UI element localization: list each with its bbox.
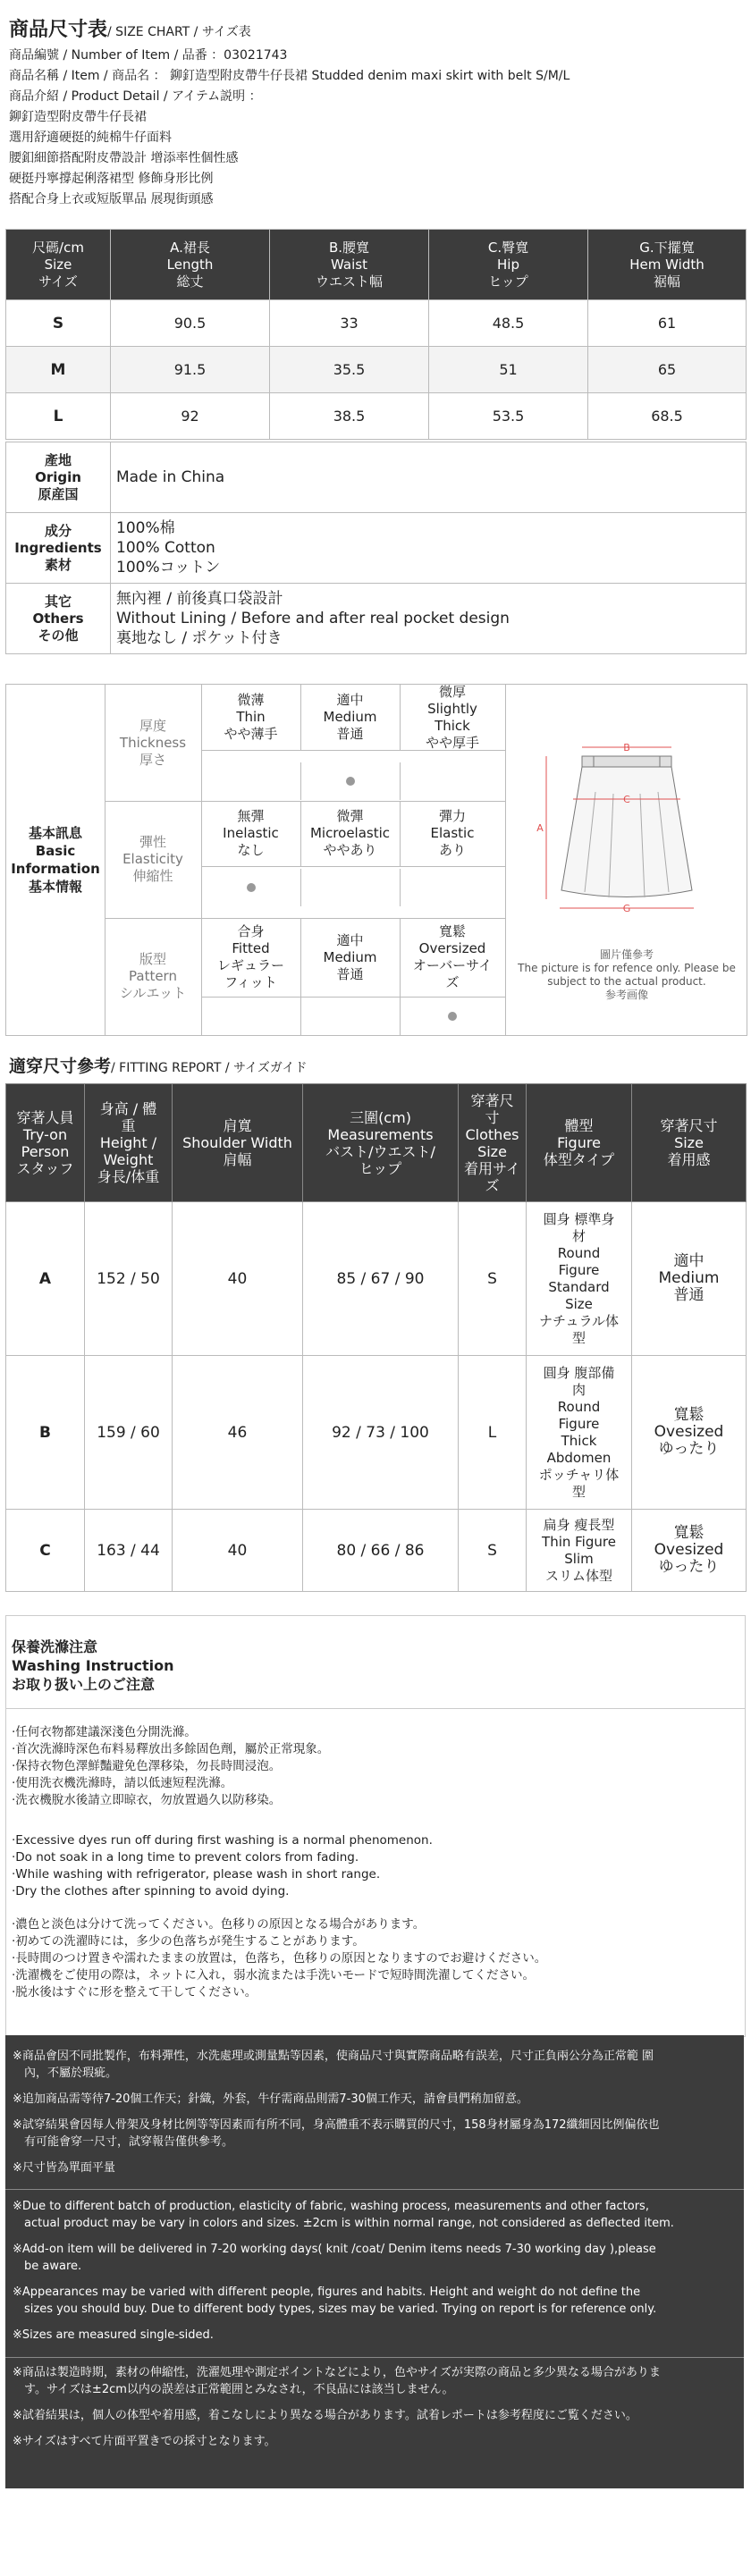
thickness-option-thin: 微薄 Thin やや薄手 (201, 685, 301, 751)
table-cell: 48.5 (429, 300, 588, 347)
clothes-size-column-header: 穿著尺 寸 Clothes Size 着用サイズ (459, 1084, 527, 1202)
washing-zh: ‧任何衣物都建議深淺色分開洗滌。 ‧首次洗滌時深色布料易釋放出多餘固色劑，屬於正常現象。 ‧保持衣物色澤鮮豔避免色澤移染，勿長時間浸泡。 ‧使用洗衣機洗滌時，請以低速短程洗滌。 ‧洗衣機脫水後請立即晾衣，勿放置過久以防移染。 (12, 1725, 330, 1807)
page-title-sub: / SIZE CHART / サイズ表 (107, 25, 251, 39)
table-cell: 92 / 73 / 100 (303, 1356, 459, 1510)
dot-cell (300, 869, 401, 906)
table-cell: 51 (429, 347, 588, 393)
fit-feel-cell: 寬鬆 Ovesized ゆったり (632, 1356, 747, 1510)
measurements-column-header: 三圍(cm) Measurements バスト/ウエスト/ ヒップ (303, 1084, 459, 1202)
table-cell: 91.5 (111, 347, 270, 393)
table-cell: 152 / 50 (85, 1202, 173, 1356)
height-weight-column-header: 身高 / 體 重 Height / Weight 身長/体重 (85, 1084, 173, 1202)
divider (6, 1708, 745, 1709)
table-cell: 159 / 60 (85, 1356, 173, 1510)
table-cell: S (459, 1202, 527, 1356)
others-label: 其它 Others その他 (6, 584, 111, 654)
pattern-option-oversized: 寬鬆 Oversized オーバーサイ ズ (400, 918, 505, 998)
dot-cell (201, 762, 301, 800)
fitting-title-sub: / FITTING REPORT / サイズガイド (111, 1061, 308, 1075)
item-name: 商品名稱 / Item / 商品名 ： 鉚釘造型附皮帶牛仔長裙 Studded denim maxi skirt with belt S/M/L (9, 69, 570, 83)
shoulder-column-header: 肩寬 Shoulder Width 肩幅 (173, 1084, 303, 1202)
origin-value: Made in China (111, 442, 747, 513)
thickness-group (105, 685, 505, 802)
detail-line: 腰釦細節搭配附皮帶設計 增添率性個性感 (9, 151, 239, 165)
elasticity-option-elastic: 彈力 Elastic あり (400, 801, 505, 867)
person-column-header: 穿著人員 Try-on Person スタッフ (6, 1084, 85, 1202)
diagram-letter-b: B (623, 742, 630, 753)
table-cell: 40 (173, 1510, 303, 1592)
fitting-title: 適穿尺寸參考/ FITTING REPORT / サイズガイド (9, 1056, 308, 1076)
person-cell: A (6, 1202, 85, 1356)
dot-cell (201, 869, 301, 906)
origin-label: 產地 Origin 原産国 (6, 442, 111, 513)
table-row (6, 1510, 747, 1592)
notes-zh: ※商品會因不同批製作，布料彈性，水洗處理或測量點等因素，使商品尺寸與實際商品略有誤差，尺寸正負兩公分為正常範 圍 內，不屬於瑕疵。 ※追加商品需等待7-20個工作天；針織，外套，牛仔需商品則需7-30個工作天，請會員們稍加留意。 ※試穿結果會因每人骨架及身材比例等等因素而有所不同，身高體重不表示購買的尺寸，158身材屬身為172纖細因比例偏依也 有可能會穿一尺寸，試穿報告僅供參考。 ※尺寸皆為單面平量 (13, 2050, 660, 2175)
basic-info-panel (5, 684, 747, 1036)
table-cell: 85 / 67 / 90 (303, 1202, 459, 1356)
detail-line: 選用舒適硬挺的純棉牛仔面料 (9, 130, 172, 145)
hip-column-header: C.臀寬 Hip ヒップ (429, 230, 588, 300)
table-cell: S (459, 1510, 527, 1592)
diagram-letter-c: C (623, 794, 630, 805)
others-value: 無內裡 / 前後真口袋設計 Without Lining / Before and after real pocket design 裏地なし / ポケット付き (111, 584, 747, 654)
table-cell: L (459, 1356, 527, 1510)
length-column-header: A.裙長 Length 総丈 (111, 230, 270, 300)
fitting-table (5, 1083, 747, 1592)
divider (5, 2189, 744, 2190)
product-info-table (5, 442, 747, 654)
waist-column-header: B.腰寬 Waist ウエスト幅 (270, 230, 429, 300)
elasticity-label: 彈性 Elasticity 伸縮性 (105, 801, 202, 918)
diagram-letter-g: G (622, 903, 631, 914)
size-column-header: 尺碼/cm Size サイズ (6, 230, 111, 300)
table-cell: 92 (111, 393, 270, 440)
table-cell: 53.5 (429, 393, 588, 440)
pattern-group (105, 918, 505, 1035)
dot-cell (201, 998, 301, 1035)
figure-cell: 扁身 瘦長型 Thin Figure Slim スリム体型 (527, 1510, 632, 1592)
pattern-option-fitted: 合身 Fitted レギュラー フィット (201, 918, 301, 998)
elasticity-group (105, 801, 505, 919)
divider (5, 2357, 744, 2358)
product-detail-label: 商品介紹 / Product Detail / アイテム説明 ： (9, 89, 262, 104)
selected-dot (346, 777, 355, 786)
table-row (6, 347, 747, 393)
selected-dot (448, 1012, 457, 1021)
size-cell: M (6, 347, 111, 393)
table-cell: 68.5 (588, 393, 747, 440)
thickness-option-medium: 適中 Medium 普通 (300, 685, 401, 751)
table-row (6, 300, 747, 347)
pattern-option-medium: 適中 Medium 普通 (300, 918, 401, 998)
figure-column-header: 體型 Figure 体型タイプ (527, 1084, 632, 1202)
washing-section (5, 1615, 746, 2037)
notes-en: ※Due to different batch of production, elasticity of fabric, washing process, measurements and other factors, actual product may be vary in colors and sizes. ±2cm is within normal range, not considered as deflected item. ※Add-on item will be delivered in 7-20 working days( knit /coat/ Denim items needs 7-30 working day ),please be aware. ※Appearances may be varied with different people, figures and habits. Height and weight do not define the sizes you should buy. Due to different body types, sizes may be varied. Trying on report is for reference only. ※Sizes are measured single-sided. (13, 2200, 674, 2342)
elasticity-option-inelastic: 無彈 Inelastic なし (201, 801, 301, 867)
item-number: 商品編號 / Number of Item / 品番 ：03021743 (9, 48, 288, 63)
fit-feel-column-header: 穿著尺寸 Size 着用感 (632, 1084, 747, 1202)
table-cell: 61 (588, 300, 747, 347)
dot-cell (400, 869, 505, 906)
notes-section (5, 2035, 744, 2488)
size-table (5, 229, 747, 440)
skirt-diagram (505, 685, 747, 1035)
table-cell: 38.5 (270, 393, 429, 440)
table-cell: 80 / 66 / 86 (303, 1510, 459, 1592)
detail-line: 搭配合身上衣或短版單品 展現街頭感 (9, 192, 214, 206)
size-cell: S (6, 300, 111, 347)
table-cell: 46 (173, 1356, 303, 1510)
detail-line: 鉚釘造型附皮帶牛仔長裙 (9, 110, 147, 124)
pattern-label: 版型 Pattern シルエット (105, 918, 202, 1035)
fit-feel-cell: 寬鬆 Ovesized ゆったり (632, 1510, 747, 1592)
table-cell: 40 (173, 1202, 303, 1356)
size-cell: L (6, 393, 111, 440)
table-cell: 35.5 (270, 347, 429, 393)
washing-title: 保養洗滌注意 Washing Instruction お取り扱い上のご注意 (12, 1638, 174, 1693)
person-cell: C (6, 1510, 85, 1592)
diagram-letter-a: A (536, 822, 544, 834)
composition-label: 成分 Ingredients 素材 (6, 513, 111, 584)
table-cell: 65 (588, 347, 747, 393)
thickness-label: 厚度 Thickness 厚さ (105, 685, 202, 801)
header-section (0, 0, 751, 223)
figure-cell: 圓身 標準身 材 Round Figure Standard Size ナチュラル体 型 (527, 1202, 632, 1356)
table-row (6, 1202, 747, 1356)
diagram-caption: 圖片僅參考 The picture is for refence only. Please be subject to the actual product. 参考画像 (518, 948, 736, 1001)
basic-info-label: 基本訊息 Basic Information 基本情報 (6, 685, 105, 1035)
dot-cell (300, 762, 401, 800)
detail-line: 硬挺丹寧撐起俐落裙型 修飾身形比例 (9, 172, 214, 186)
table-cell: 90.5 (111, 300, 270, 347)
elasticity-option-micro: 微彈 Microelastic ややあり (300, 801, 401, 867)
dot-cell (400, 762, 505, 800)
table-row (6, 1356, 747, 1510)
dot-cell (300, 998, 401, 1035)
selected-dot (247, 883, 256, 892)
table-cell: 33 (270, 300, 429, 347)
person-cell: B (6, 1356, 85, 1510)
washing-ja: ‧濃色と淡色は分けて洗ってください。色移りの原因となる場合があります。 ‧初めての洗濯時には，多少の色落ちが発生することがあります。 ‧長時間のつけ置きや濡れたままの放置は，色落ち，色移りの原因となりますのでお避けください。 ‧洗濯機をご使用の際は，ネットに入れ，弱水流または手洗いモードで短時間洗濯してください。 ‧脱水後はすぐに形を整えて干してください。 (12, 1917, 547, 1999)
dot-cell (400, 998, 505, 1035)
notes-ja: ※商品は製造時期，素材の伸縮性，洗濯処理や測定ポイントなどにより，色やサイズが実際の商品と多少異なる場合がありま す。サイズは±2cm以内の誤差は正常範囲とみなされ，不良品には該当しません。 ※試着結果は，個人の体型や着用感，着こなしにより異なる場合があります。試着レポートは参考程度にご覧ください。 ※サイズはすべて片面平置きでの採寸となります。 (13, 2366, 661, 2448)
hem-column-header: G.下擺寬 Hem Width 裾幅 (588, 230, 747, 300)
thickness-option-thick: 微厚 Slightly Thick やや厚手 (400, 685, 505, 751)
page-title: 商品尺寸表/ SIZE CHART / サイズ表 (9, 19, 251, 41)
figure-cell: 圓身 腹部備 肉 Round Figure Thick Abdomen ポッチャリ体 型 (527, 1356, 632, 1510)
table-row (6, 393, 747, 440)
table-cell: 163 / 44 (85, 1510, 173, 1592)
composition-value: 100%棉 100% Cotton 100%コットン (111, 513, 747, 584)
fit-feel-cell: 適中 Medium 普通 (632, 1202, 747, 1356)
washing-en: ‧Excessive dyes run off during first washing is a normal phenomenon. ‧Do not soak in a long time to prevent colors from fading. ‧While washing with refrigerator, please wash in short range. ‧Dry the clothes after spinning to avoid dying. (12, 1833, 433, 1898)
